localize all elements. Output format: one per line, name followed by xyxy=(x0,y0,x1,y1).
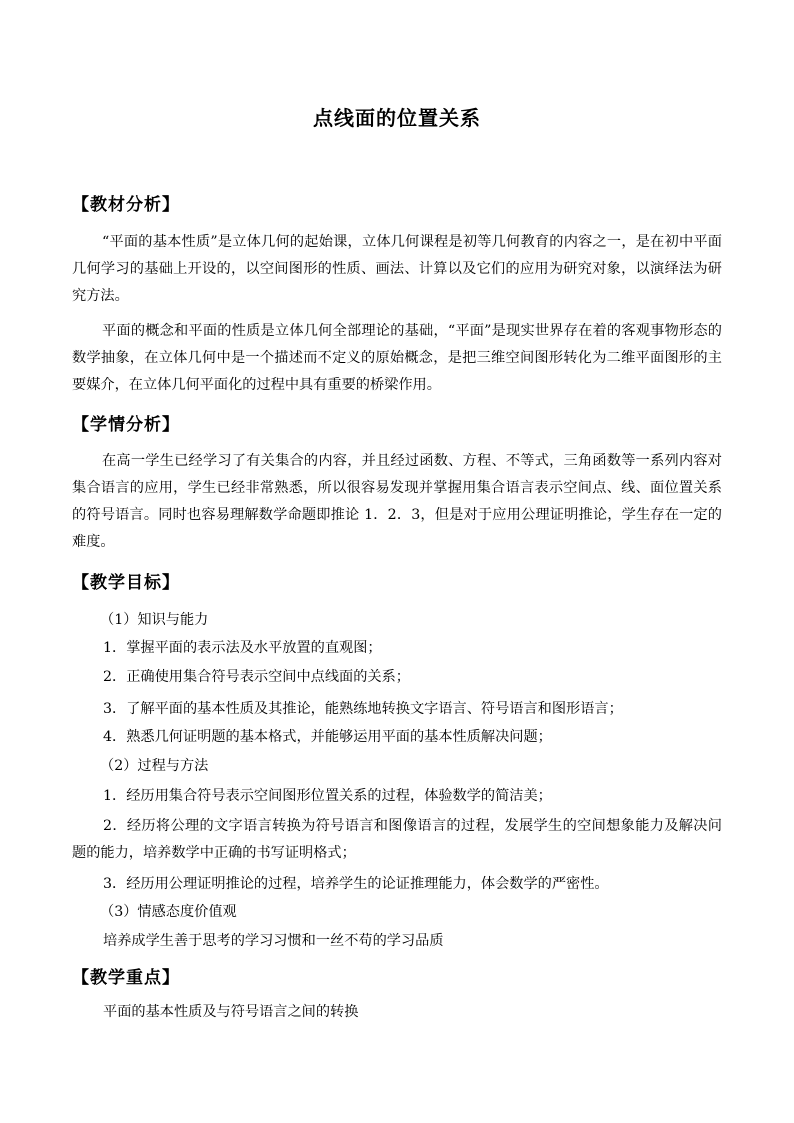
goals-item: 2．经历将公理的文字语言转换为符号语言和图像语言的过程，发展学生的空间想象能力及解决问题的能力，培养数学中正确的书写证明格式； xyxy=(72,818,722,861)
goals-subheading-knowledge: （1）知识与能力 xyxy=(100,612,209,628)
goals-item: 4．熟悉几何证明题的基本格式，并能够运用平面的基本性质解决问题； xyxy=(103,729,552,745)
paragraph-textbook-1: “平面的基本性质”是立体几何的起始课，立体几何课程是初等几何教育的内容之一，是在初中平面几何学习的基础上开设的，以空间图形的性质、画法、计算以及它们的应用为研究对象，以演绎法为研究方法。 xyxy=(72,234,722,304)
goals-subheading-attitude: （3）情感态度价值观 xyxy=(100,904,237,920)
paragraph-student-analysis: 在高一学生已经学习了有关集合的内容，并且经过函数、方程、不等式，三角函数等一系列内容对集合语言的应用，学生已经非常熟悉，所以很容易发现并掌握用集合语言表示空间点、线、面位置关系的符号语言。同时也容易理解数学命题即推论 1．2．3，但是对于应用公理证明推论，学生存在一定的难度。 xyxy=(72,453,722,550)
goals-subheading-process: （2）过程与方法 xyxy=(100,758,209,774)
goals-item: 培养成学生善于思考的学习习惯和一丝不苟的学习品质 xyxy=(103,933,444,949)
paragraph-keypoints: 平面的基本性质及与符号语言之间的转换 xyxy=(103,1004,359,1020)
paragraph-textbook-2: 平面的概念和平面的性质是立体几何全部理论的基础，“平面”是现实世界存在着的客观事物形态的数学抽象，在立体几何中是一个描述而不定义的原始概念，是把三维空间图形转化为二维平面图形的主要媒介，在立体几何平面化的过程中具有重要的桥梁作用。 xyxy=(72,323,722,393)
goals-item: 1．掌握平面的表示法及水平放置的直观图； xyxy=(103,640,382,656)
heading-teaching-goals: 【教学目标】 xyxy=(72,573,180,593)
document-title: 点线面的位置关系 xyxy=(313,106,481,130)
heading-textbook-analysis: 【教材分析】 xyxy=(72,195,180,215)
goals-item: 3．经历用公理证明推论的过程，培养学生的论证推理能力，体会数学的严密性。 xyxy=(103,876,609,892)
heading-teaching-keypoints: 【教学重点】 xyxy=(72,968,180,988)
heading-student-analysis: 【学情分析】 xyxy=(72,415,180,435)
goals-item: 2．正确使用集合符号表示空间中点线面的关系； xyxy=(103,669,410,685)
goals-item: 3．了解平面的基本性质及其推论，能熟练地转换文字语言、符号语言和图形语言； xyxy=(103,701,623,717)
goals-item: 1．经历用集合符号表示空间图形位置关系的过程，体验数学的简洁美； xyxy=(103,788,552,804)
